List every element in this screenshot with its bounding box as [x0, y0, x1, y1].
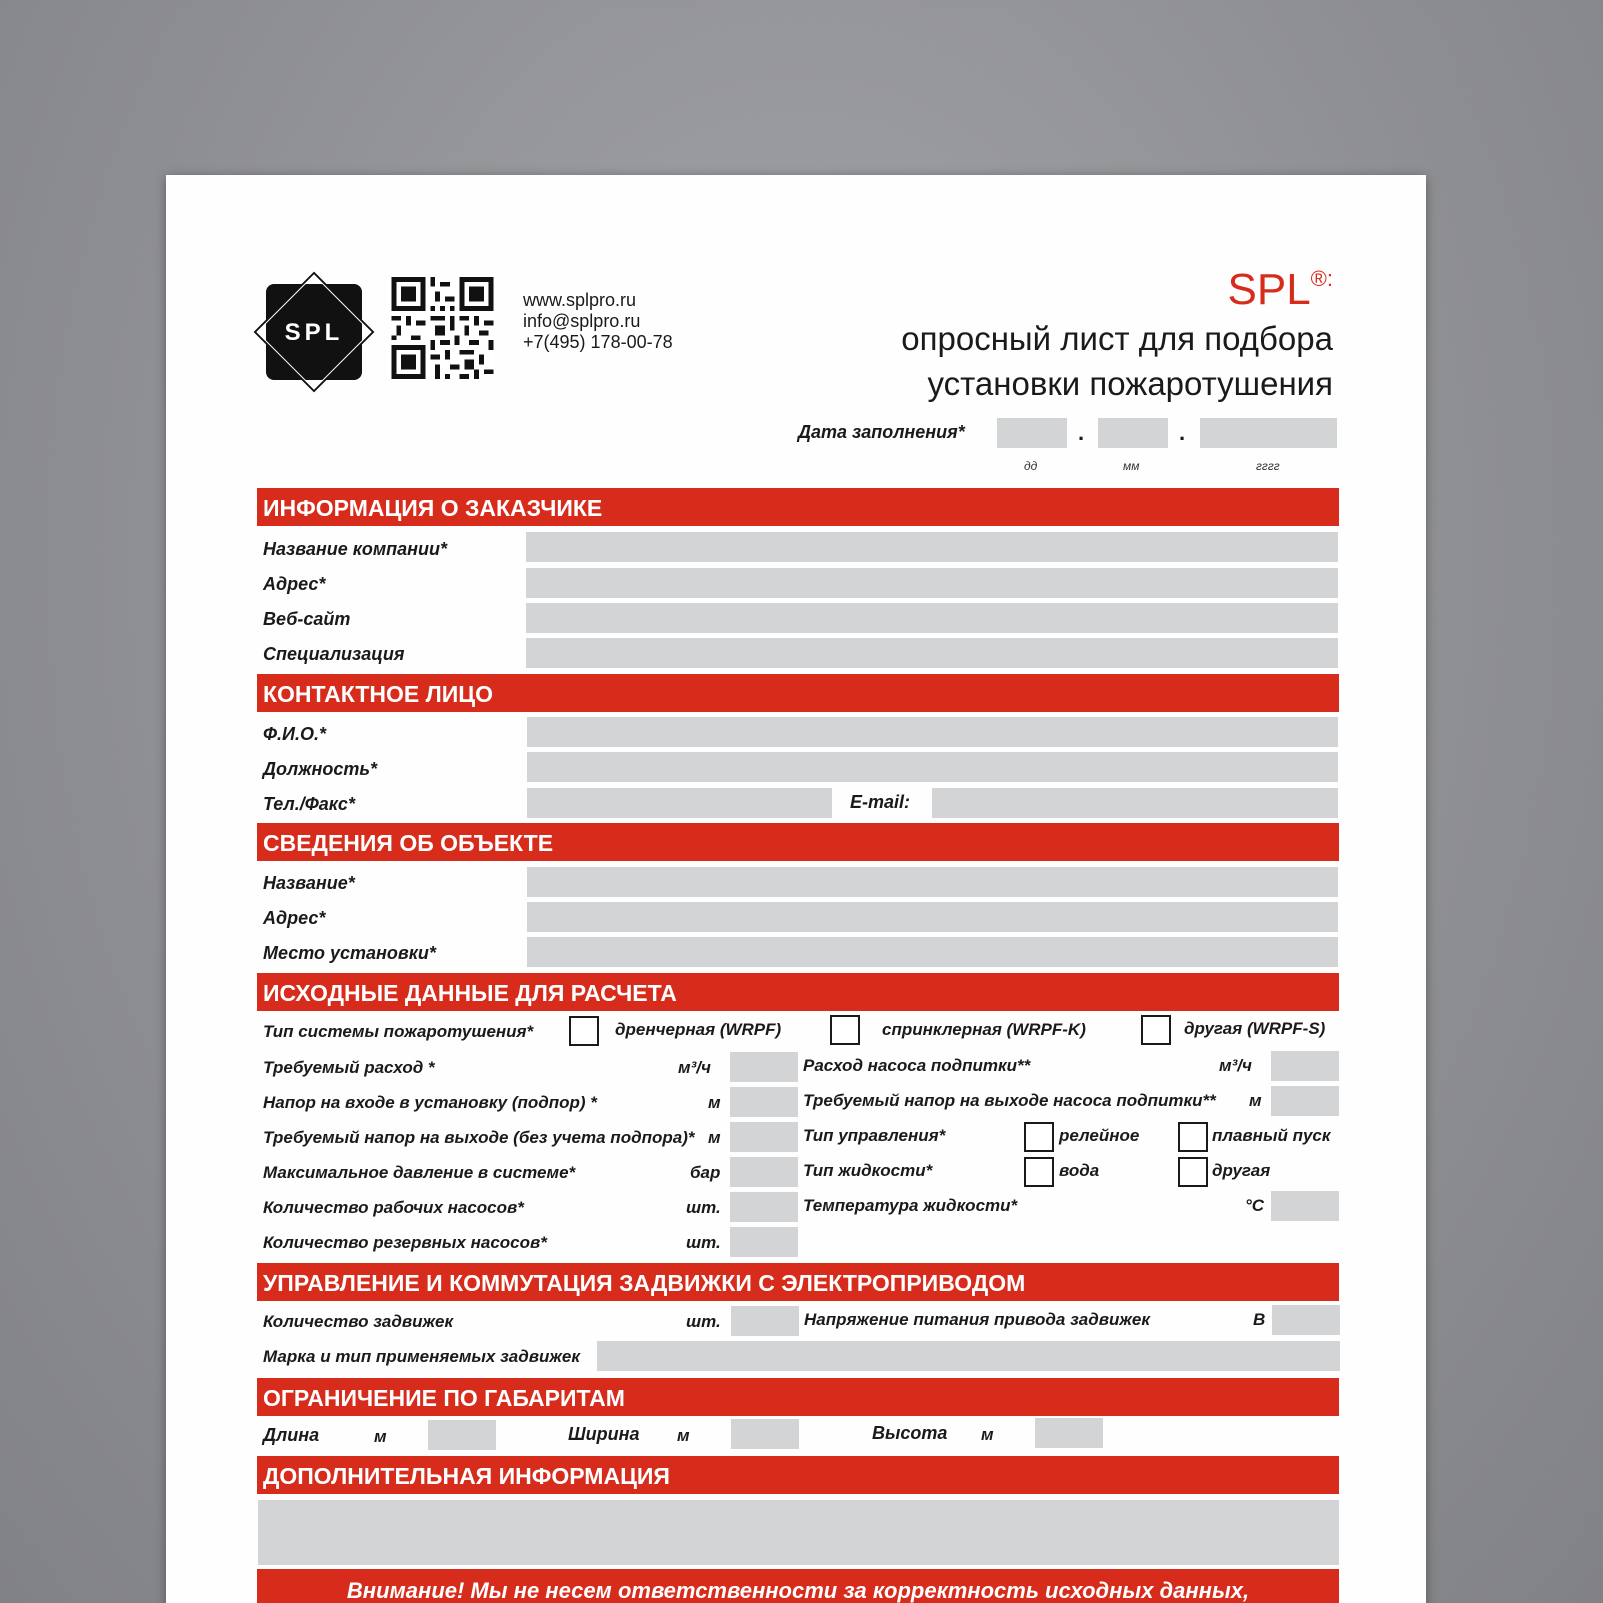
- date-hint-year: гггг: [1256, 459, 1280, 473]
- website-link[interactable]: www.splpro.ru: [523, 290, 637, 310]
- control-soft-checkbox[interactable]: [1178, 1122, 1208, 1152]
- inlet-pressure-label: Напор на входе в установку (подпор) *: [263, 1093, 597, 1112]
- control-relay-label: релейное: [1059, 1126, 1140, 1145]
- contact-name-field[interactable]: [527, 717, 1338, 747]
- section-customer: ИНФОРМАЦИЯ О ЗАКАЗЧИКЕ: [257, 488, 1339, 526]
- working-pumps-label: Количество рабочих насосов*: [263, 1198, 524, 1217]
- phone-label: Тел./Факс*: [263, 794, 355, 814]
- specialization-label: Специализация: [263, 644, 405, 664]
- date-separator: .: [1078, 420, 1085, 445]
- date-hint-day: дд: [1024, 459, 1038, 473]
- jockey-head-unit: м: [1249, 1091, 1262, 1110]
- brand-name: SPL: [1227, 265, 1311, 314]
- jockey-head-label: Требуемый напор на выходе насоса подпитки**: [803, 1091, 1216, 1110]
- fluid-other-label: другая: [1212, 1161, 1271, 1180]
- svg-text:SPL: SPL: [284, 319, 344, 346]
- object-name-field[interactable]: [527, 867, 1338, 897]
- phone-number: +7(495) 178-00-78: [523, 332, 673, 352]
- fluid-type-label: Тип жидкости*: [803, 1161, 933, 1180]
- drencher-option-label: дренчерная (WRPF): [615, 1020, 782, 1039]
- fluid-other-checkbox[interactable]: [1178, 1157, 1208, 1187]
- fluid-water-label: вода: [1059, 1161, 1100, 1180]
- questionnaire-sheet: [166, 175, 1426, 1603]
- other-system-checkbox[interactable]: [1141, 1015, 1171, 1045]
- sprinkler-option-label: спринклерная (WRPF-K): [882, 1020, 1086, 1039]
- other-system-option-label: другая (WRPF-S): [1184, 1019, 1326, 1038]
- warning-banner: Внимание! Мы не несем ответственности за корректность исходных данных,: [257, 1569, 1339, 1603]
- reserve-pumps-unit: шт.: [686, 1233, 721, 1252]
- install-location-label: Место установки*: [263, 943, 436, 963]
- max-pressure-label: Максимальное давление в системе*: [263, 1163, 576, 1182]
- jockey-flow-unit: м³/ч: [1219, 1056, 1252, 1075]
- position-field[interactable]: [527, 752, 1338, 782]
- spl-logo: [252, 270, 376, 394]
- inlet-pressure-unit: м: [708, 1093, 721, 1112]
- contact-name-label: Ф.И.О.*: [263, 724, 327, 744]
- section-contact: КОНТАКТНОЕ ЛИЦО: [257, 674, 1339, 712]
- company-name-label: Название компании*: [263, 539, 448, 559]
- email-field[interactable]: [932, 788, 1338, 818]
- section-object: СВЕДЕНИЯ ОБ ОБЪЕКТЕ: [257, 823, 1339, 861]
- flow-field[interactable]: [730, 1052, 798, 1082]
- contacts-block: [523, 290, 673, 353]
- control-relay-checkbox[interactable]: [1024, 1122, 1054, 1152]
- width-label: Ширина: [568, 1424, 640, 1444]
- valve-count-label: Количество задвижек: [263, 1312, 454, 1331]
- valve-brand-label: Марка и тип применяемых задвижек: [263, 1347, 580, 1366]
- fluid-temp-unit: °C: [1245, 1196, 1265, 1215]
- fluid-temp-field[interactable]: [1271, 1191, 1339, 1221]
- phone-field[interactable]: [527, 788, 832, 818]
- section-additional: ДОПОЛНИТЕЛЬНАЯ ИНФОРМАЦИЯ: [257, 1456, 1339, 1494]
- valve-voltage-unit: В: [1253, 1310, 1266, 1329]
- company-name-field[interactable]: [526, 532, 1338, 562]
- date-hint-month: мм: [1123, 459, 1140, 473]
- jockey-flow-label: Расход насоса подпитки**: [803, 1056, 1031, 1075]
- width-field[interactable]: [731, 1419, 799, 1449]
- outlet-pressure-unit: м: [708, 1128, 721, 1147]
- working-pumps-unit: шт.: [686, 1198, 721, 1217]
- outlet-pressure-field[interactable]: [730, 1122, 798, 1152]
- valve-voltage-field[interactable]: [1272, 1305, 1340, 1335]
- valve-voltage-label: Напряжение питания привода задвижек: [804, 1310, 1150, 1329]
- date-day-field[interactable]: [997, 418, 1067, 448]
- valve-count-unit: шт.: [686, 1312, 721, 1331]
- flow-label: Требуемый расход *: [263, 1058, 435, 1077]
- section-source-data: ИСХОДНЫЕ ДАННЫЕ ДЛЯ РАСЧЕТА: [257, 973, 1339, 1011]
- height-unit: м: [981, 1425, 994, 1444]
- flow-unit: м³/ч: [678, 1058, 711, 1077]
- section-dimensions: ОГРАНИЧЕНИЕ ПО ГАБАРИТАМ: [257, 1378, 1339, 1416]
- system-type-label: Тип системы пожаротушения*: [263, 1022, 534, 1041]
- drencher-checkbox[interactable]: [569, 1016, 599, 1046]
- fluid-temp-label: Температура жидкости*: [803, 1196, 1018, 1215]
- fluid-water-checkbox[interactable]: [1024, 1157, 1054, 1187]
- reserve-pumps-label: Количество резервных насосов*: [263, 1233, 547, 1252]
- date-month-field[interactable]: [1098, 418, 1168, 448]
- object-name-label: Название*: [263, 873, 355, 893]
- control-type-label: Тип управления*: [803, 1126, 946, 1145]
- date-label: Дата заполнения*: [798, 422, 965, 442]
- title-line-1: опросный лист для подбора: [901, 320, 1333, 357]
- length-unit: м: [374, 1427, 387, 1446]
- email-label: E-mail:: [850, 792, 911, 812]
- brand-title: [1228, 265, 1334, 315]
- specialization-field[interactable]: [526, 638, 1338, 668]
- width-unit: м: [677, 1426, 690, 1445]
- install-location-field[interactable]: [527, 937, 1338, 967]
- length-field[interactable]: [428, 1420, 496, 1450]
- date-year-field[interactable]: [1200, 418, 1337, 448]
- customer-address-label: Адрес*: [263, 574, 326, 594]
- working-pumps-field[interactable]: [730, 1192, 798, 1222]
- valve-count-field[interactable]: [731, 1306, 799, 1336]
- jockey-head-field[interactable]: [1271, 1086, 1339, 1116]
- jockey-flow-field[interactable]: [1271, 1051, 1339, 1081]
- inlet-pressure-field[interactable]: [730, 1087, 798, 1117]
- reserve-pumps-field[interactable]: [730, 1227, 798, 1257]
- height-field[interactable]: [1035, 1418, 1103, 1448]
- outlet-pressure-label: Требуемый напор на выходе (без учета подпора)*: [263, 1128, 695, 1147]
- brand-suffix: ®:: [1310, 266, 1333, 291]
- length-label: Длина: [263, 1425, 320, 1445]
- customer-address-field[interactable]: [526, 568, 1338, 598]
- control-soft-label: плавный пуск: [1212, 1126, 1331, 1145]
- additional-info-field[interactable]: [258, 1500, 1339, 1565]
- sprinkler-checkbox[interactable]: [830, 1015, 860, 1045]
- section-valves: УПРАВЛЕНИЕ И КОММУТАЦИЯ ЗАДВИЖКИ С ЭЛЕКТРОПРИВОДОМ: [257, 1263, 1339, 1301]
- max-pressure-field[interactable]: [730, 1157, 798, 1187]
- date-separator: .: [1179, 420, 1186, 445]
- website-label: Веб-сайт: [263, 609, 351, 629]
- position-label: Должность*: [263, 759, 378, 779]
- qr-code[interactable]: [391, 277, 494, 379]
- height-label: Высота: [872, 1423, 948, 1443]
- email-link[interactable]: info@splpro.ru: [523, 311, 641, 331]
- object-address-field[interactable]: [527, 902, 1338, 932]
- title-line-2: установки пожаротушения: [927, 365, 1333, 402]
- valve-brand-field[interactable]: [597, 1341, 1340, 1371]
- website-field[interactable]: [526, 603, 1338, 633]
- max-pressure-unit: бар: [690, 1163, 721, 1182]
- object-address-label: Адрес*: [263, 908, 326, 928]
